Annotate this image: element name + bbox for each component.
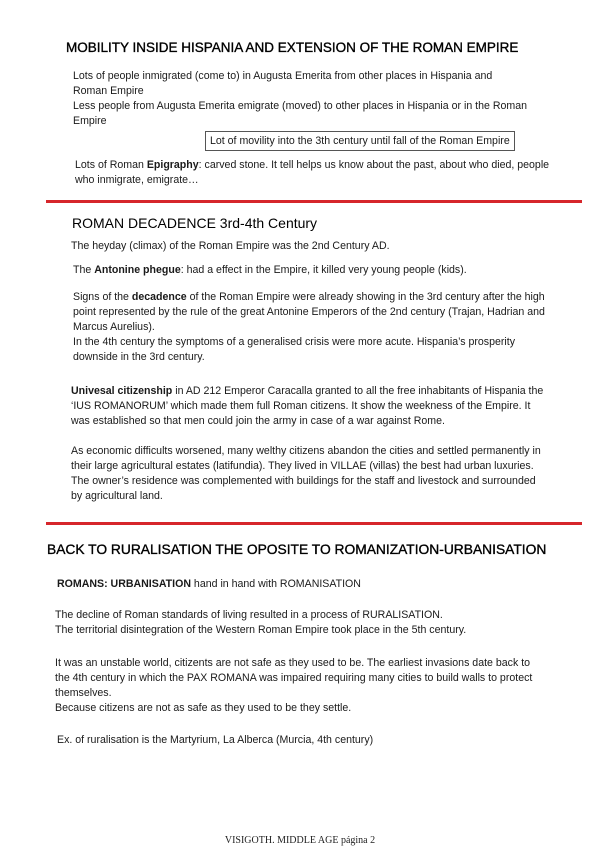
text-line: The territorial disintegration of the Western Roman Empire took place in the 5th century. [55, 624, 467, 636]
section-divider [46, 200, 582, 203]
page-footer: VISIGOTH. MIDDLE AGE página 2 [224, 835, 376, 846]
unstable-text [55, 656, 585, 716]
text-line: Roman Empire [73, 85, 144, 97]
text-run: of the Roman Empire were already showing in the 3rd century after the high [186, 291, 545, 303]
text-run: Signs of the [73, 291, 132, 303]
section-title-mobility: MOBILITY INSIDE HISPANIA AND EXTENSION OF THE ROMAN EMPIRE [66, 40, 519, 55]
boxed-note: Lot of movility into the 3th century until fall of the Roman Empire [205, 131, 515, 151]
text-line: The decline of Roman standards of living resulted in a process of RURALISATION. [55, 609, 443, 621]
text-line: Less people from Augusta Emerita emigrate (moved) to other places in Hispania or in the Roman [73, 100, 527, 112]
economy-text [71, 444, 586, 504]
text-line: ‘IUS ROMANORUM’ which made them full Roman citizens. It show the weekness of the Empire. It [71, 400, 531, 412]
bold-term: Epigraphy [146, 159, 199, 171]
text-line [73, 263, 583, 278]
citizenship-text [71, 384, 583, 429]
text-line: Lots of people inmigrated (come to) in Augusta Emerita from other places in Hispania and [73, 70, 493, 82]
text-line [75, 158, 580, 173]
text-line: was established so that men could join the army in case of a war against Rome. [71, 415, 445, 427]
text-line [73, 290, 588, 305]
mobility-text [73, 69, 573, 129]
bold-term: decadence [131, 291, 187, 303]
text-run: hand in hand with ROMANISATION [190, 578, 361, 590]
text-line [71, 384, 583, 399]
text-run: : had a effect in the Empire, it killed very young people (kids). [180, 264, 467, 276]
section-divider [46, 522, 582, 525]
text-line: It was an unstable world, citizents are not safe as they used to be. The earliest invasions date back to [55, 657, 531, 669]
decadence-text [73, 290, 588, 365]
text-run: : carved stone. It tell helps us know about the past, about who died, people [198, 159, 550, 171]
text-line: downside in the 3rd century. [73, 351, 205, 363]
epigraphy-text [75, 158, 580, 188]
heyday-text [71, 239, 581, 254]
text-run: in AD 212 Emperor Caracalla granted to all the free inhabitants of Hispania the [172, 385, 544, 397]
text-line: themselves. [55, 687, 112, 699]
text-line: Ex. of ruralisation is the Martyrium, La Alberca (Murcia, 4th century) [57, 734, 374, 746]
text-run: Lots of Roman [75, 159, 147, 171]
text-line: their large agricultural estates (latifundia). They lived in VILLAE (villas) the best had urban luxuries. [71, 460, 534, 472]
bold-term: ROMANS: URBANISATION [57, 578, 191, 590]
section-title-decadence: ROMAN DECADENCE 3rd-4th Century [72, 215, 318, 231]
text-line: Marcus Aurelius). [73, 321, 155, 333]
text-line: In the 4th century the symptoms of a generalised crisis were more acute. Hispania’s prosperity [73, 336, 516, 348]
text-line: by agricultural land. [71, 490, 163, 502]
example-text [57, 733, 567, 748]
text-line: Empire [73, 115, 107, 127]
decline-text [55, 608, 575, 638]
plague-text [73, 263, 583, 278]
text-line: The owner’s residence was complemented with buildings for the staff and livestock and surrounded [71, 475, 536, 487]
text-line: The heyday (climax) of the Roman Empire was the 2nd Century AD. [71, 240, 390, 252]
text-run: The [73, 264, 95, 276]
text-line [57, 577, 567, 592]
text-line: point represented by the rule of the great Antonine Emperors of the 2nd century (Trajan, Hadrian and [73, 306, 545, 318]
bold-term: Univesal citizenship [71, 385, 173, 397]
text-line: the 4th century in which the PAX ROMANA was impaired requiring many cities to build walls to protect [55, 672, 533, 684]
romans-text [57, 577, 567, 592]
section-title-ruralisation: BACK TO RURALISATION THE OPOSITE TO ROMANIZATION-URBANISATION [47, 542, 547, 557]
text-line: who inmigrate, emigrate… [75, 174, 199, 186]
text-line: Because citizens are not as safe as they used to be they settle. [55, 702, 352, 714]
text-line: As economic difficults worsened, many welthy citizens abandon the cities and settled permanently in [71, 445, 541, 457]
bold-term: Antonine phegue [94, 264, 181, 276]
